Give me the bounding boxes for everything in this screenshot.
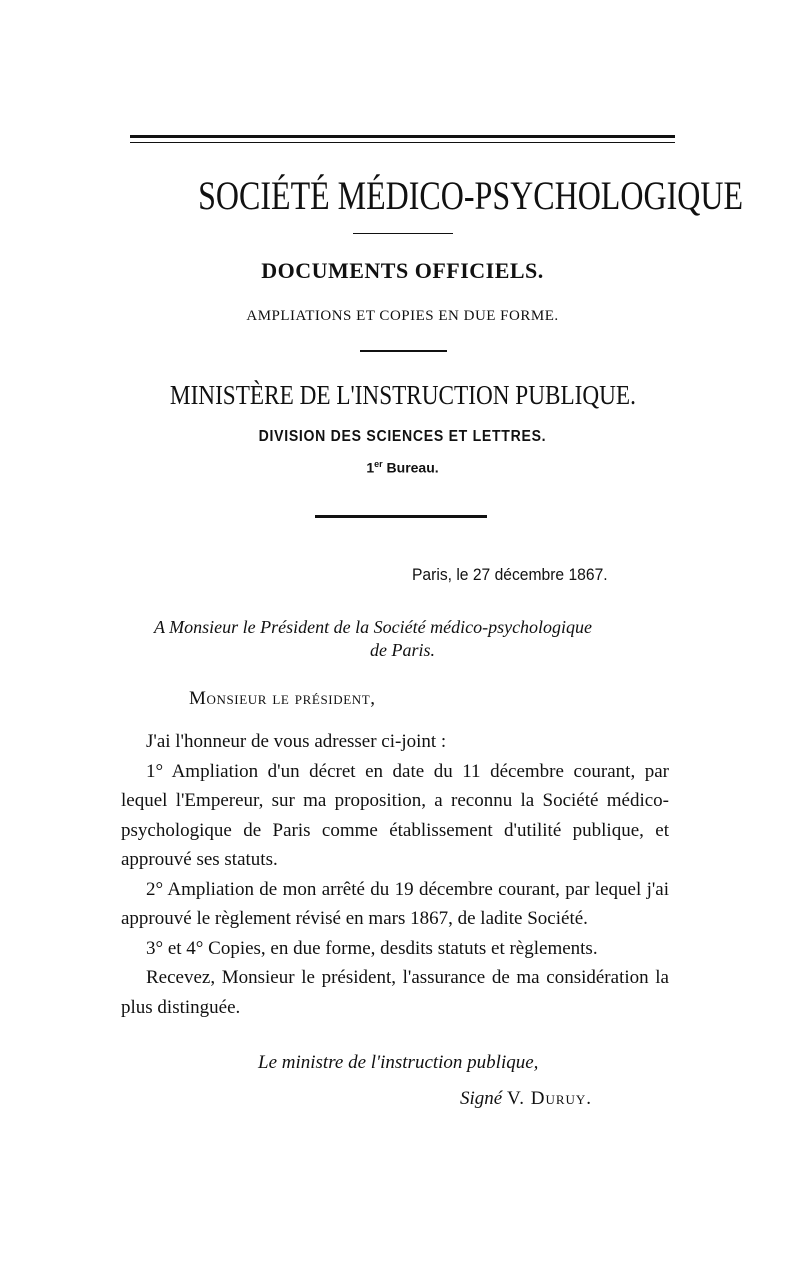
divider-rule-3 — [315, 515, 487, 518]
closing-line: Le ministre de l'instruction publique, — [258, 1052, 539, 1073]
letter-body — [121, 727, 669, 1022]
society-title: SOCIÉTÉ MÉDICO-PSYCHOLOGIQUE — [198, 173, 743, 218]
paragraph-item-1: 1° Ampliation d'un décret en date du 11 décembre courant, par lequel l'Empereur, sur ma proposition, a reconnu la Société médico-psychologique de Paris comme établissement d'utilité publique, et approuvé ses statuts. — [121, 760, 669, 870]
bureau-label: 1er Bureau. — [366, 459, 439, 476]
paragraph-item-2: 2° Ampliation de mon arrêté du 19 décembre courant, par lequel j'ai approuvé le règlement révisé en mars 1867, de ladite Société. — [121, 878, 669, 929]
paragraph-intro: J'ai l'honneur de vous adresser ci-joint : — [146, 731, 447, 752]
divider-rule-2 — [360, 350, 447, 352]
signature — [460, 1088, 592, 1110]
top-rule-thin — [130, 142, 675, 143]
documents-subtitle: AMPLIATIONS ET COPIES EN DUE FORME. — [246, 308, 559, 324]
letter-date: Paris, le 27 décembre 1867. — [412, 565, 608, 584]
ministry-title: MINISTÈRE DE L'INSTRUCTION PUBLIQUE. — [169, 380, 636, 410]
divider-rule-1 — [353, 233, 453, 234]
top-rule-thick — [130, 135, 675, 138]
paragraph-item-3: 3° et 4° Copies, en due forme, desdits statuts et règlements. — [146, 937, 598, 959]
salutation: Monsieur le président, — [189, 688, 376, 709]
paragraph-closing: Recevez, Monsieur le président, l'assurance de ma considération la plus distinguée. — [121, 967, 669, 1018]
signature-name: V. Duruy. — [506, 1088, 593, 1109]
address-line-2: de Paris. — [370, 640, 435, 660]
division-title: DIVISION DES SCIENCES ET LETTRES. — [258, 428, 547, 445]
signature-label: Signé — [460, 1088, 503, 1109]
documents-title: DOCUMENTS OFFICIELS. — [261, 258, 544, 283]
address-line-1: A Monsieur le Président de la Société médico-psychologique — [154, 617, 593, 637]
